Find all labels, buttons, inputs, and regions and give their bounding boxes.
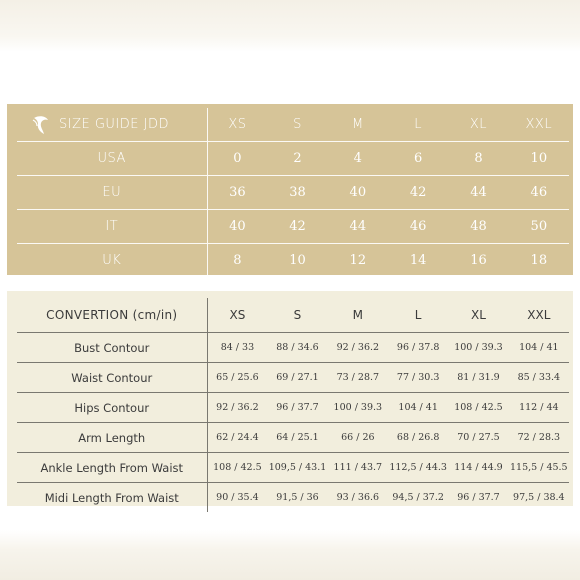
conversion-row-label: Midi Length From Waist bbox=[17, 483, 207, 513]
size-guide-cell: 42 bbox=[388, 176, 448, 210]
size-guide-cell: 12 bbox=[328, 244, 388, 278]
conversion-header-xxl: XXL bbox=[527, 308, 551, 322]
conversion-cell: 81 / 31.9 bbox=[448, 363, 508, 393]
size-guide-cell: 44 bbox=[448, 176, 508, 210]
conversion-cell: 68 / 26.8 bbox=[388, 423, 448, 453]
conversion-cell: 66 / 26 bbox=[328, 423, 388, 453]
conversion-cell: 104 / 41 bbox=[388, 393, 448, 423]
bottom-background-band bbox=[0, 530, 580, 580]
size-guide-row-label: UK bbox=[17, 244, 207, 278]
top-background-band bbox=[0, 0, 580, 52]
size-guide-row bbox=[17, 210, 569, 244]
conversion-cell: 96 / 37.7 bbox=[448, 483, 508, 513]
conversion-header-xs: XS bbox=[229, 308, 246, 322]
conversion-row bbox=[17, 363, 569, 393]
conversion-cell: 97,5 / 38.4 bbox=[509, 483, 569, 513]
size-guide-row-label: EU bbox=[17, 176, 207, 210]
size-guide-cell: 40 bbox=[207, 210, 267, 244]
conversion-title: CONVERTION (cm/in) bbox=[17, 298, 207, 333]
size-guide-cell: 0 bbox=[207, 142, 267, 176]
size-guide-cell: 46 bbox=[509, 176, 569, 210]
conversion-row-label: Ankle Length From Waist bbox=[17, 453, 207, 483]
conversion-cell: 69 / 27.1 bbox=[267, 363, 327, 393]
size-guide-cell: 36 bbox=[207, 176, 267, 210]
conversion-cell: 91,5 / 36 bbox=[267, 483, 327, 513]
size-guide-table bbox=[17, 108, 569, 277]
size-header-l: L bbox=[414, 117, 423, 132]
size-guide-row bbox=[17, 142, 569, 176]
conversion-row-label: Hips Contour bbox=[17, 393, 207, 423]
conversion-cell: 100 / 39.3 bbox=[448, 333, 508, 363]
conversion-cell: 93 / 36.6 bbox=[328, 483, 388, 513]
size-guide-cell: 10 bbox=[509, 142, 569, 176]
size-guide-cell: 10 bbox=[267, 244, 327, 278]
conversion-row-label: Bust Contour bbox=[17, 333, 207, 363]
size-header-xl: XL bbox=[469, 117, 488, 132]
conversion-cell: 109,5 / 43.1 bbox=[267, 453, 327, 483]
size-guide-row bbox=[17, 244, 569, 278]
conversion-header-m: M bbox=[352, 308, 363, 322]
conversion-cell: 111 / 43.7 bbox=[328, 453, 388, 483]
size-guide-card bbox=[7, 104, 573, 275]
size-guide-cell: 14 bbox=[388, 244, 448, 278]
conversion-cell: 115,5 / 45.5 bbox=[509, 453, 569, 483]
size-guide-cell: 8 bbox=[448, 142, 508, 176]
size-guide-cell: 6 bbox=[388, 142, 448, 176]
conversion-cell: 104 / 41 bbox=[509, 333, 569, 363]
conversion-cell: 92 / 36.2 bbox=[328, 333, 388, 363]
conversion-card bbox=[7, 291, 573, 506]
size-guide-title-cell bbox=[17, 108, 207, 142]
conversion-header-row bbox=[17, 298, 569, 333]
size-header-s: S bbox=[293, 117, 302, 132]
size-guide-cell: 42 bbox=[267, 210, 327, 244]
size-guide-cell: 8 bbox=[207, 244, 267, 278]
size-header-m: M bbox=[351, 117, 364, 132]
leaf-logo-icon bbox=[31, 114, 51, 136]
conversion-cell: 90 / 35.4 bbox=[207, 483, 267, 513]
size-guide-cell: 18 bbox=[509, 244, 569, 278]
conversion-cell: 114 / 44.9 bbox=[448, 453, 508, 483]
conversion-cell: 70 / 27.5 bbox=[448, 423, 508, 453]
size-guide-cell: 44 bbox=[328, 210, 388, 244]
conversion-cell: 92 / 36.2 bbox=[207, 393, 267, 423]
conversion-cell: 112,5 / 44.3 bbox=[388, 453, 448, 483]
size-guide-title: SIZE GUIDE JDD bbox=[59, 117, 169, 132]
conversion-cell: 73 / 28.7 bbox=[328, 363, 388, 393]
conversion-cell: 96 / 37.8 bbox=[388, 333, 448, 363]
size-guide-row-label: IT bbox=[17, 210, 207, 244]
size-guide-cell: 50 bbox=[509, 210, 569, 244]
size-guide-row-label: USA bbox=[17, 142, 207, 176]
conversion-cell: 84 / 33 bbox=[207, 333, 267, 363]
conversion-table bbox=[17, 298, 569, 512]
conversion-cell: 94,5 / 37.2 bbox=[388, 483, 448, 513]
size-guide-cell: 2 bbox=[267, 142, 327, 176]
size-guide-cell: 4 bbox=[328, 142, 388, 176]
conversion-row bbox=[17, 453, 569, 483]
size-guide-header-row bbox=[17, 108, 569, 142]
conversion-cell: 85 / 33.4 bbox=[509, 363, 569, 393]
conversion-header-l: L bbox=[414, 308, 422, 322]
size-guide-row bbox=[17, 176, 569, 210]
conversion-row-label: Arm Length bbox=[17, 423, 207, 453]
size-guide-cell: 16 bbox=[448, 244, 508, 278]
conversion-row bbox=[17, 333, 569, 363]
conversion-cell: 112 / 44 bbox=[509, 393, 569, 423]
conversion-row-label: Waist Contour bbox=[17, 363, 207, 393]
conversion-row bbox=[17, 483, 569, 513]
conversion-cell: 65 / 25.6 bbox=[207, 363, 267, 393]
conversion-row bbox=[17, 423, 569, 453]
conversion-cell: 108 / 42.5 bbox=[207, 453, 267, 483]
size-header-xs: XS bbox=[228, 117, 247, 132]
conversion-cell: 72 / 28.3 bbox=[509, 423, 569, 453]
size-guide-cell: 38 bbox=[267, 176, 327, 210]
conversion-cell: 77 / 30.3 bbox=[388, 363, 448, 393]
conversion-row bbox=[17, 393, 569, 423]
conversion-cell: 62 / 24.4 bbox=[207, 423, 267, 453]
size-guide-cell: 48 bbox=[448, 210, 508, 244]
conversion-cell: 88 / 34.6 bbox=[267, 333, 327, 363]
conversion-header-s: S bbox=[293, 308, 302, 322]
size-header-xxl: XXL bbox=[525, 117, 553, 132]
conversion-cell: 96 / 37.7 bbox=[267, 393, 327, 423]
size-guide-cell: 46 bbox=[388, 210, 448, 244]
conversion-cell: 100 / 39.3 bbox=[328, 393, 388, 423]
size-guide-cell: 40 bbox=[328, 176, 388, 210]
conversion-header-xl: XL bbox=[471, 308, 486, 322]
conversion-cell: 108 / 42.5 bbox=[448, 393, 508, 423]
conversion-cell: 64 / 25.1 bbox=[267, 423, 327, 453]
